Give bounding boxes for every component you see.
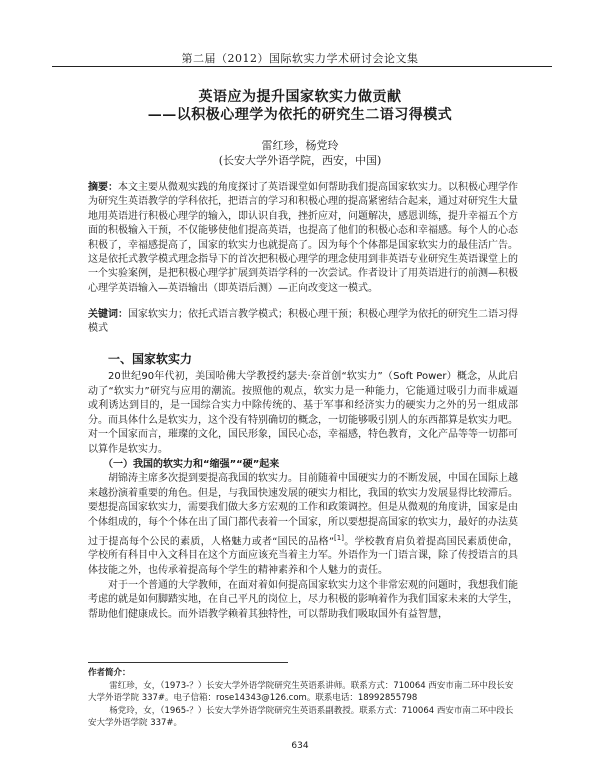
abstract	[88, 181, 518, 296]
footnote-label: 作者简介：	[88, 668, 131, 678]
footnotes	[88, 667, 518, 730]
footnote-author-1: 雷红珍，女，（1973-？）长安大学外语学院研究生英语系讲师。联系方式：710064 西安市南二环中段长安大学外语学院 337#。电子信箱：rose14343@126.com。联系电话：18992855798	[88, 680, 514, 703]
running-header: 第二届（2012）国际软实力学术研讨会论文集	[181, 52, 419, 65]
paper-title: 英语应为提升国家软实力做贡献	[198, 89, 402, 105]
section-heading: 一、国家软实力	[108, 352, 193, 366]
paragraph-text: 胡锦涛主席多次提到要提高我国的软实力。目前随着中国硬实力的不断发展，中国在国际上越来越扮演着重要的角色。但是，与我国快速发展的硬实力相比，我国的软实力发展显得比较滞后。要想提高国家软实力，需要我们做大多方宏观的工作和政策调控。但是从微观的角度讲，国家是由个体组成的，每个个体在出了国门都代表着一个国家，所以要想提高国家的软实力，最好的办法莫过于提高每个公民的素质，人格魅力或者“国民的品格”	[88, 473, 518, 547]
body-text	[88, 370, 518, 622]
footnote-author-2: 杨党玲，女，（1965-？）长安大学外语学院研究生英语系副教授。联系方式：710064 西安市南二环中段长安大学外语学院 337#。	[88, 705, 514, 728]
paper-subtitle: ——以积极心理学为依托的研究生二语习得模式	[147, 107, 453, 123]
author-names: 雷红珍，杨党玲	[261, 139, 339, 152]
citation-ref: [1]	[334, 533, 344, 542]
header-rule	[52, 66, 552, 67]
paragraph	[88, 472, 518, 578]
paragraph: 20世纪90年代初，美国哈佛大学教授约瑟夫·奈首创“软实力”（Soft Power）概念，从此启动了“软实力”研究与应用的潮流。按照他的观点，软实力是一种能力，它能通过吸引力而非威逼或利诱达到目的，是一国综合实力中除传统的、基于军事和经济实力的硬实力之外的另一组成部分。而具体什么是软实力，这个没有特别确切的概念，一切能够吸引别人的东西都算是软实力吧。对一个国家而言，璀璨的文化，国民形象，国民心态，幸福感，特色教育，文化产品等等一切都可以算作是软实力。	[88, 371, 518, 455]
keywords-label: 关键词：	[88, 309, 128, 320]
page-number: 634	[291, 741, 309, 751]
abstract-text: 本文主要从微观实践的角度探讨了英语课堂如何帮助我们提高国家软实力。以积极心理学作为研究生英语教学的学科依托，把语言的学习和积极心理的提高紧密结合起来，通过对研究生大量地用英语进行积极心理学的输入，即认识自我，挫折应对，问题解决，感恩训练，提升幸福五个方面的积极输入干预，不仅能够使他们提高英语，也提高了他们的积极心态和幸福感。每个人的心态积极了，幸福感提高了，国家的软实力也就提高了。因为每个个体都是国家软实力的最佳活广告。这是依托式教学模式理念指导下的首次把积极心理学的理念使用到非英语专业研究生英语课堂上的一个实验案例，是把积极心理学扩展到英语学科的一次尝试。作者设计了用英语进行的前测—积极心理学英语输入—英语输出（即英语后测）—正向改变这一模式。	[88, 182, 518, 294]
keywords-text: 国家软实力；依托式语言教学模式；积极心理干预；积极心理学为依托的研究生二语习得模式	[88, 309, 518, 335]
author-affiliation: (长安大学外语学院，西安，中国)	[218, 154, 382, 167]
keywords	[88, 308, 518, 337]
subsection-heading: （一）我国的软实力和“缩强”“硬”起来	[103, 458, 280, 470]
abstract-label: 摘要：	[88, 182, 118, 193]
paragraph-text: 。学校教育肩负着提高国民素质使命，学校所有科目中入文科目在这个方面应该充当着主力军。外语作为一门语言课，除了传授语言的具体技能之外，也传承着提高每个学生的精神素养和个人魅力的责任。	[88, 535, 518, 577]
title-block	[0, 88, 600, 168]
footnote-rule	[88, 662, 288, 663]
paragraph: 对于一个普通的大学教师，在面对着如何提高国家软实力这个非常宏观的问题时，我想我们能考虑的就是如何脚踏实地，在自己平凡的岗位上，尽力积极的影响着作为我们国家未来的大学生，帮助他们健康成长。而外语教学赖着其独特性，可以帮助我们吸取国外有益智慧，	[88, 579, 518, 620]
